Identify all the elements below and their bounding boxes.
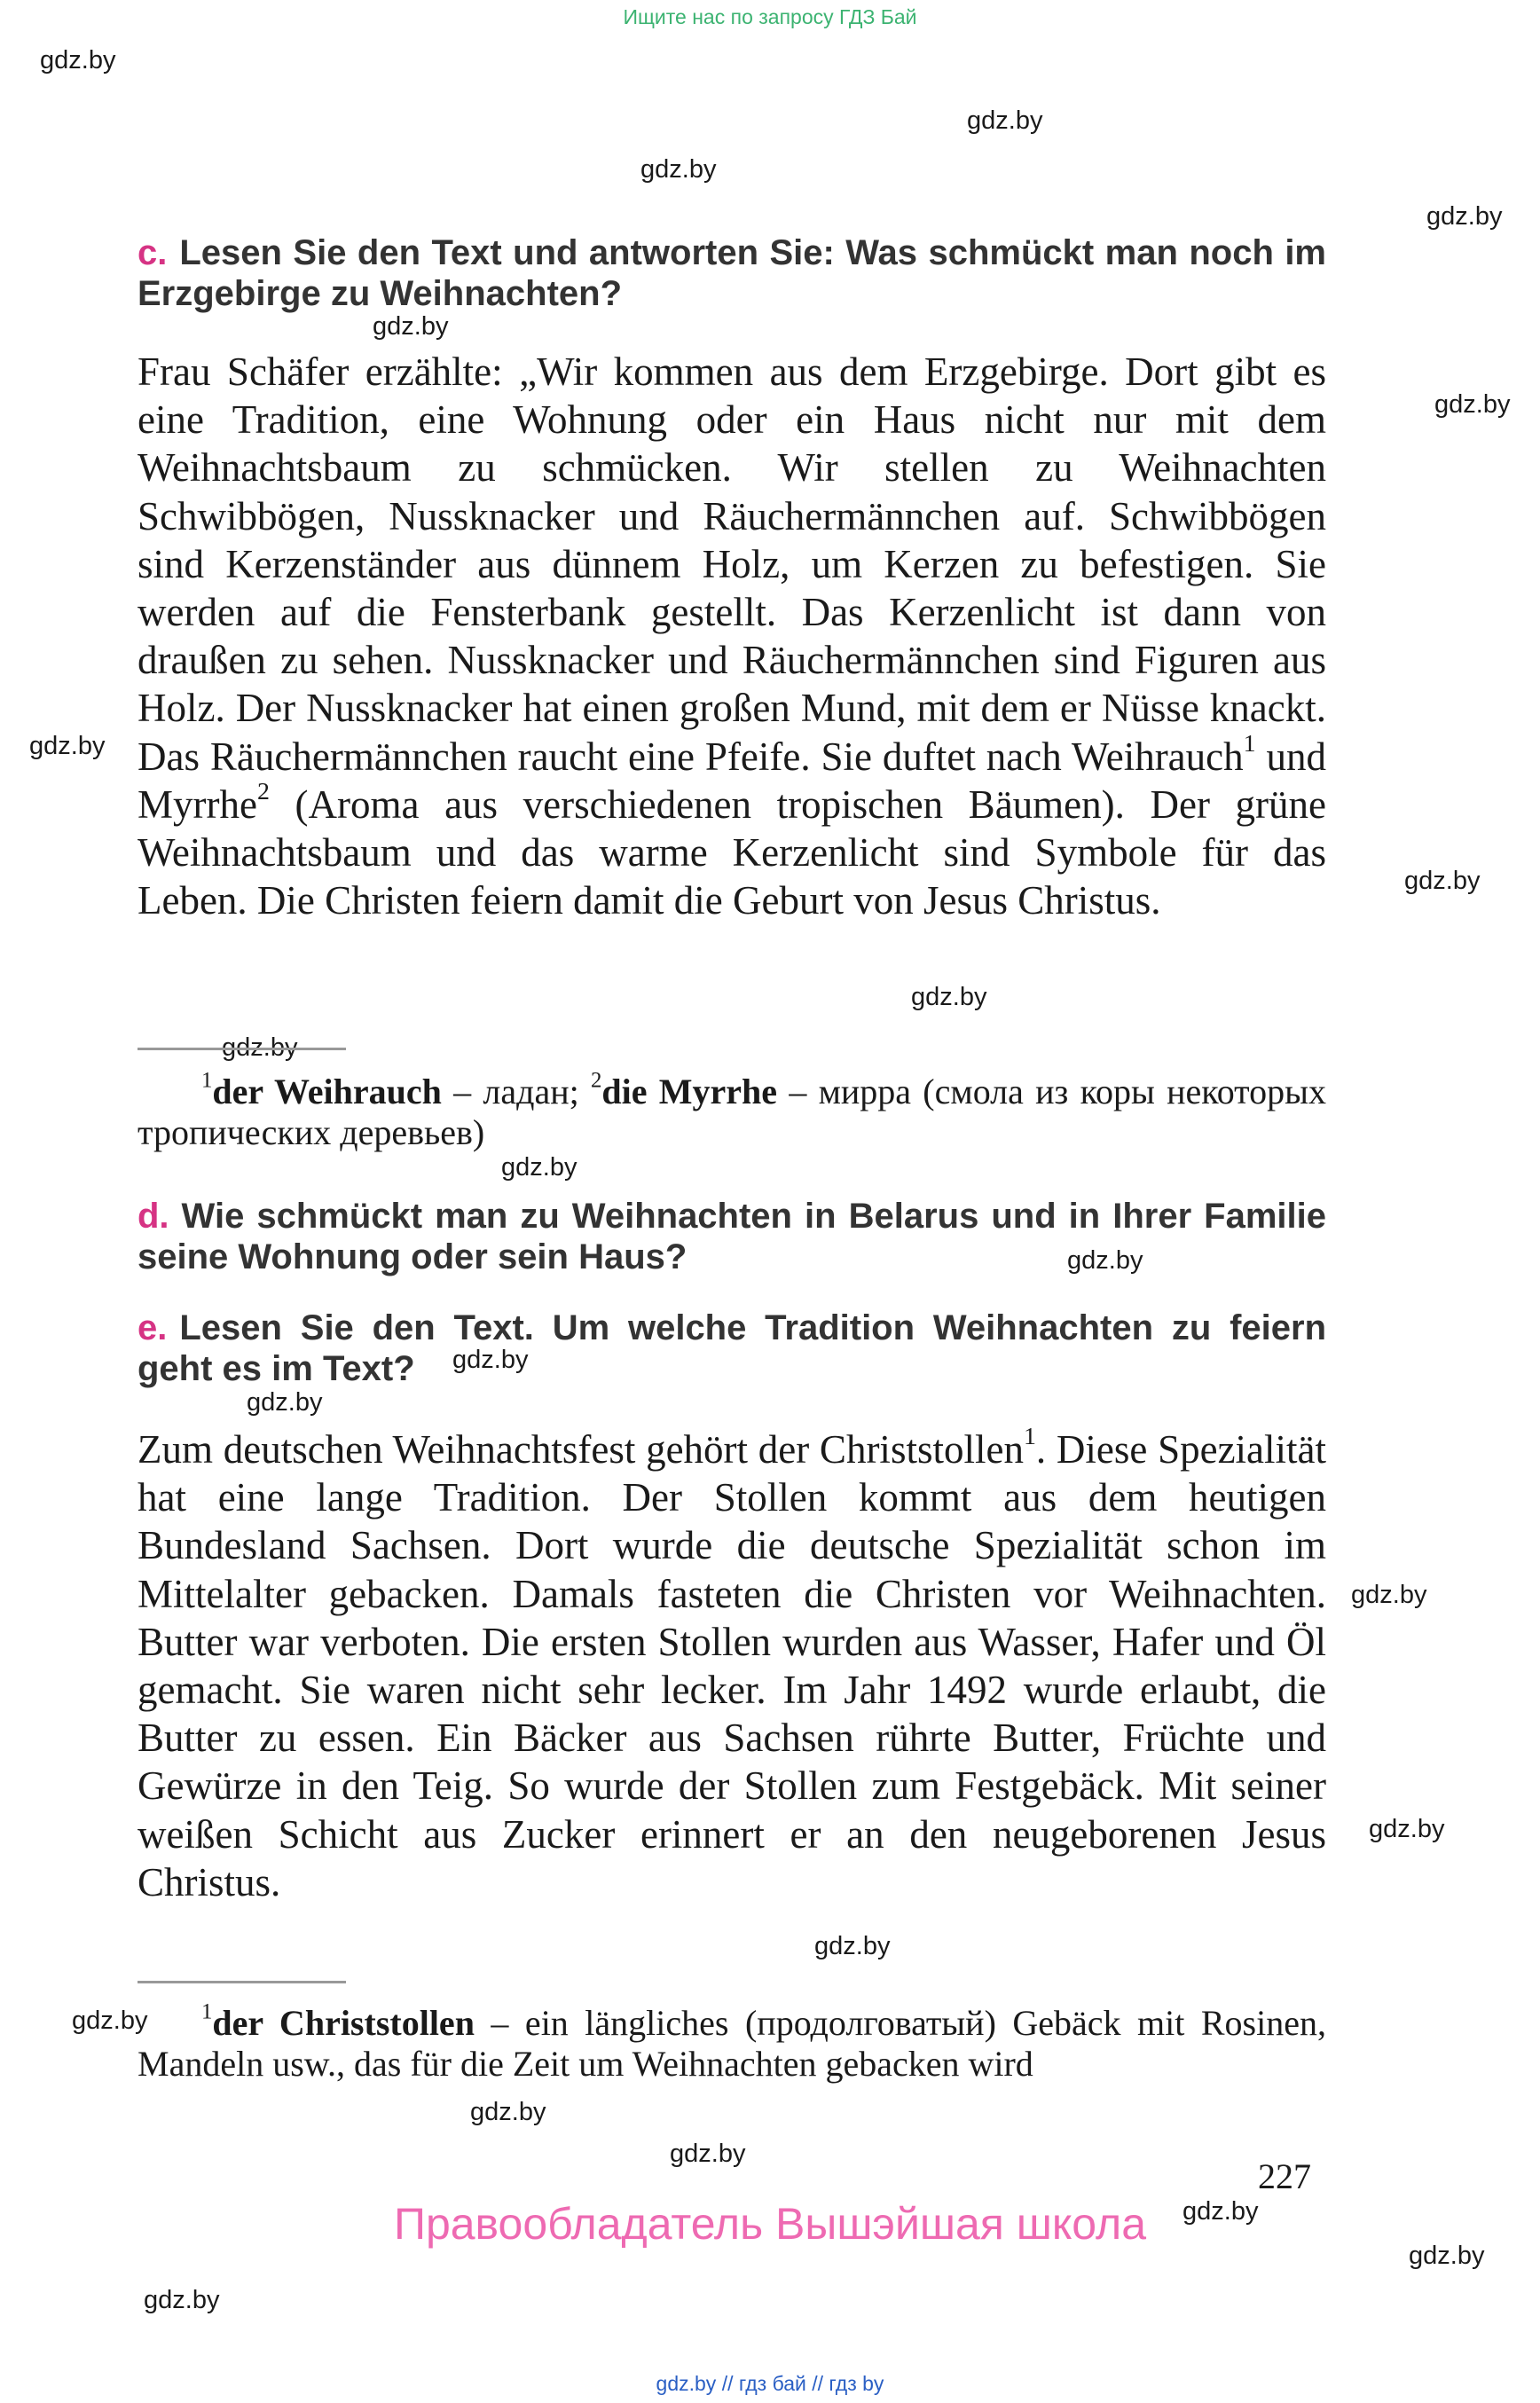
footnote-marker: 2 (256, 777, 270, 805)
text-segment: Frau Schäfer erzählte: „Wir kommen aus dem Erzgebirge. Dort gibt es eine Tradition, eine Wohnung oder ein Haus nicht nur mit dem Weihnachtsbaum zu schmücken. Wir stellen zu Weihnachten Schwibbögen, Nussknacker und Räuchermännchen auf. Schwibbögen sind Kerzenständer aus dünnem Holz, um Kerzen zu befestigen. Sie werden auf die Fensterbank gestellt. Das Kerzenlicht ist dann von draußen zu sehen. Nussknacker und Räuchermännchen sind Figuren aus Holz. Der Nussknacker hat einen großen Mund, mit dem er Nüsse knackt. Das Räuchermännchen raucht eine Pfeife. Sie duftet nach Weihrauch (138, 349, 1326, 779)
text-segment: Zum deutschen Weihnachtsfest gehört der Christstollen (138, 1427, 1024, 1472)
footnote-definition: – мирра (смола из коры некоторых тропических деревьев) (138, 1072, 1327, 1152)
footnote-number: 1 (201, 1999, 213, 2024)
footnote-term: der Christstollen (212, 2003, 475, 2043)
watermark: gdz.by (29, 732, 106, 760)
watermark: gdz.by (247, 1388, 323, 1417)
page-number: 227 (1258, 2156, 1311, 2196)
watermark: gdz.by (1404, 867, 1481, 895)
watermark: gdz.by (40, 46, 116, 75)
watermark: gdz.by (1067, 1246, 1143, 1275)
task-c-heading (138, 232, 1326, 314)
task-letter: e. (138, 1308, 168, 1347)
reading-text-c (138, 348, 1326, 924)
text-segment: und Myrrhe (138, 734, 1327, 827)
watermark: gdz.by (501, 1153, 578, 1182)
watermark: gdz.by (1409, 2242, 1485, 2270)
watermark: gdz.by (470, 2098, 546, 2126)
footnote-divider (138, 1048, 346, 1050)
task-d-heading (138, 1196, 1326, 1277)
watermark: gdz.by (670, 2140, 746, 2168)
watermark: gdz.by (1434, 390, 1511, 419)
text-segment: . Diese Spezialität hat eine lange Tradition. Der Stollen kommt aus dem heutigen Bundesland Sachsen. Dort wurde die deutsche Spezialität schon im Mittelalter gebacken. Damals fasteten die Christen vor Weihnachten. Butter war verboten. Die ersten Stollen wurden aus Wasser, Hafer und Öl gemacht. Sie waren nicht sehr lecker. Im Jahr 1492 wurde erlaubt, die Butter zu essen. Ein Bäcker aus Sachsen rührte Butter, Früchte und Gewürze in den Teig. So wurde der Stollen zum Festgebäck. Mit seiner weißen Schicht aus Zucker erinnert er an den neugeborenen Jesus Christus. (138, 1427, 1326, 1904)
footnote-term: die Myrrhe (601, 1072, 778, 1111)
footnote-definition: – ладан; (441, 1072, 592, 1111)
footnote-number: 1 (201, 1068, 213, 1093)
top-banner: Ищите нас по запросу ГДЗ Бай (623, 5, 917, 28)
watermark: gdz.by (144, 2286, 220, 2314)
watermark: gdz.by (911, 983, 987, 1011)
copyright-notice: Правообладатель Вышэйшая школа (394, 2199, 1146, 2249)
task-e-heading (138, 1308, 1326, 1389)
footnote-c (138, 1068, 1327, 1153)
watermark: gdz.by (222, 1033, 298, 1062)
footnote-divider (138, 1981, 346, 1983)
footnote-e (138, 1999, 1326, 2085)
watermark: gdz.by (1182, 2197, 1259, 2226)
footnote-marker: 1 (1243, 729, 1256, 758)
watermark: gdz.by (967, 106, 1043, 135)
bottom-links[interactable]: gdz.by // гдз бай // гдз by (656, 2372, 884, 2395)
watermark: gdz.by (640, 155, 717, 184)
footnote-term: der Weihrauch (212, 1072, 442, 1111)
watermark: gdz.by (452, 1346, 529, 1374)
watermark: gdz.by (1426, 202, 1503, 231)
task-text: Lesen Sie den Text und antworten Sie: Was schmückt man noch im Erzgebirge zu Weihnachten? (138, 233, 1326, 313)
text-segment: (Aroma aus verschiedenen tropischen Bäumen). Der grüne Weihnachtsbaum und das warme Kerzenlicht sind Symbole für das Leben. Die Christen feiern damit die Geburt von Jesus Christus. (138, 781, 1326, 923)
task-letter: c. (138, 233, 168, 272)
footnote-marker: 1 (1023, 1423, 1036, 1451)
task-letter: d. (138, 1197, 169, 1236)
watermark: gdz.by (72, 2006, 148, 2035)
watermark: gdz.by (1369, 1815, 1445, 1843)
reading-text-e (138, 1425, 1326, 1906)
watermark: gdz.by (373, 312, 449, 341)
watermark: gdz.by (1351, 1581, 1427, 1609)
task-text: Wie schmückt man zu Weihnachten in Belarus und in Ihrer Familie seine Wohnung oder sein Haus? (138, 1197, 1326, 1276)
watermark: gdz.by (814, 1932, 891, 1960)
footnote-number: 2 (591, 1068, 602, 1093)
footnote-definition: – ein längliches (продолговатый) Gebäck mit Rosinen, Mandeln usw., das für die Zeit um Weihnachten gebacken wird (138, 2003, 1326, 2084)
task-text: Lesen Sie den Text. Um welche Tradition Weihnachten zu feiern geht es im Text? (138, 1308, 1326, 1388)
